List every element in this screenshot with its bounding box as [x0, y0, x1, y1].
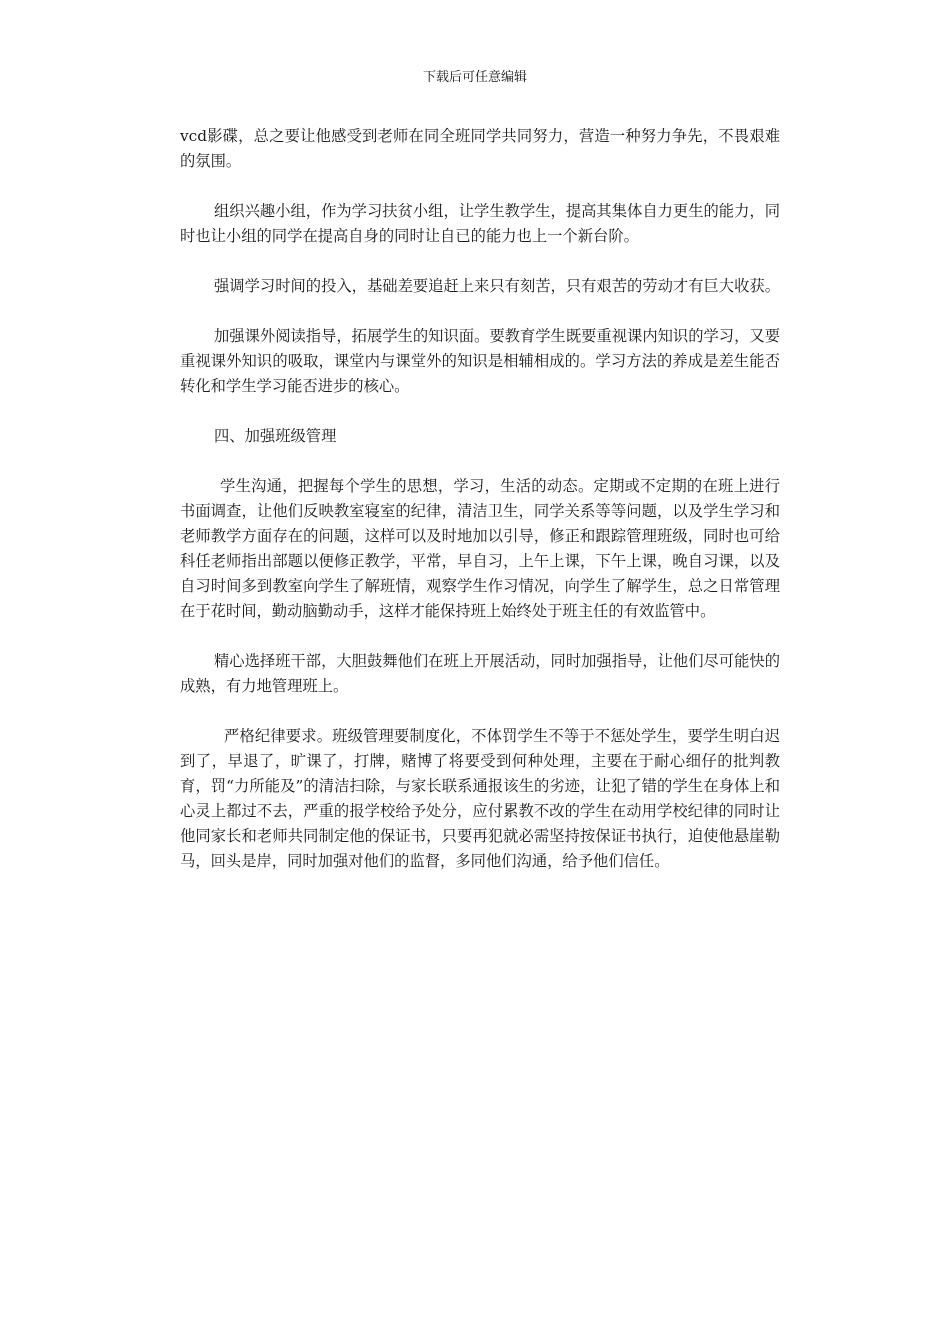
paragraph-vcd: vcd影碟，总之要让他感受到老师在同全班同学共同努力，营造一种努力争先，不畏艰难的氛围。 — [180, 127, 780, 170]
paragraph-student-communication: 学生沟通，把握每个学生的思想，学习，生活的动态。定期或不定期的在班上进行书面调查，让他们反映教室寝室的纪律，清洁卫生，同学关系等等问题，以及学生学习和老师教学方面存在的问题，这样可以及时地加以引导，修正和跟踪管理班级，同时也可给科任老师指出部题以便修正教学，平常，早自习，上午上课，下午上课，晚自习课，以及自习时间多到教室向学生了解班情，观察学生作习情况，向学生了解学生，总之日常管理在于花时间，勤动脑勤动手，这样才能保持班上始终处于班主任的有效监管中。 — [180, 477, 780, 620]
document-body — [180, 124, 780, 899]
page-header: 下载后可任意编辑 — [422, 70, 527, 85]
paragraph-study-time: 强调学习时间的投入，基础差要追赶上来只有刻苦，只有艰苦的劳动才有巨大收获。 — [214, 277, 780, 295]
paragraph-interest-group: 组织兴趣小组，作为学习扶贫小组，让学生教学生，提高其集体自力更生的能力，同时也让小组的同学在提高自身的同时让自已的能力也上一个新台阶。 — [180, 202, 780, 245]
paragraph-discipline: 严格纪律要求。班级管理要制度化，不体罚学生不等于不惩处学生，要学生明白迟到了，早退了，旷课了，打牌，赌博了将要受到何种处理，主要在于耐心细仔的批判教育，罚“力所能及”的清洁扫除，与家长联系通报该生的劣迹，让犯了错的学生在身体上和心灵上都过不去，严重的报学校给予处分，应付累教不改的学生在动用学校纪律的同时让他同家长和老师共同制定他的保证书，只要再犯就必需坚持按保证书执行，迫使他悬崖勒马，回头是岸，同时加强对他们的监督，多同他们沟通，给予他们信任。 — [180, 727, 780, 870]
section-heading-class-management: 四、加强班级管理 — [214, 427, 337, 445]
paragraph-reading-guidance: 加强课外阅读指导，拓展学生的知识面。要教育学生既要重视课内知识的学习，又要重视课外知识的吸取，课堂内与课堂外的知识是相辅相成的。学习方法的养成是差生能否转化和学生学习能否进步的核心。 — [180, 327, 780, 395]
paragraph-class-cadres: 精心选择班干部，大胆鼓舞他们在班上开展活动，同时加强指导，让他们尽可能快的成熟，有力地管理班上。 — [180, 652, 780, 695]
